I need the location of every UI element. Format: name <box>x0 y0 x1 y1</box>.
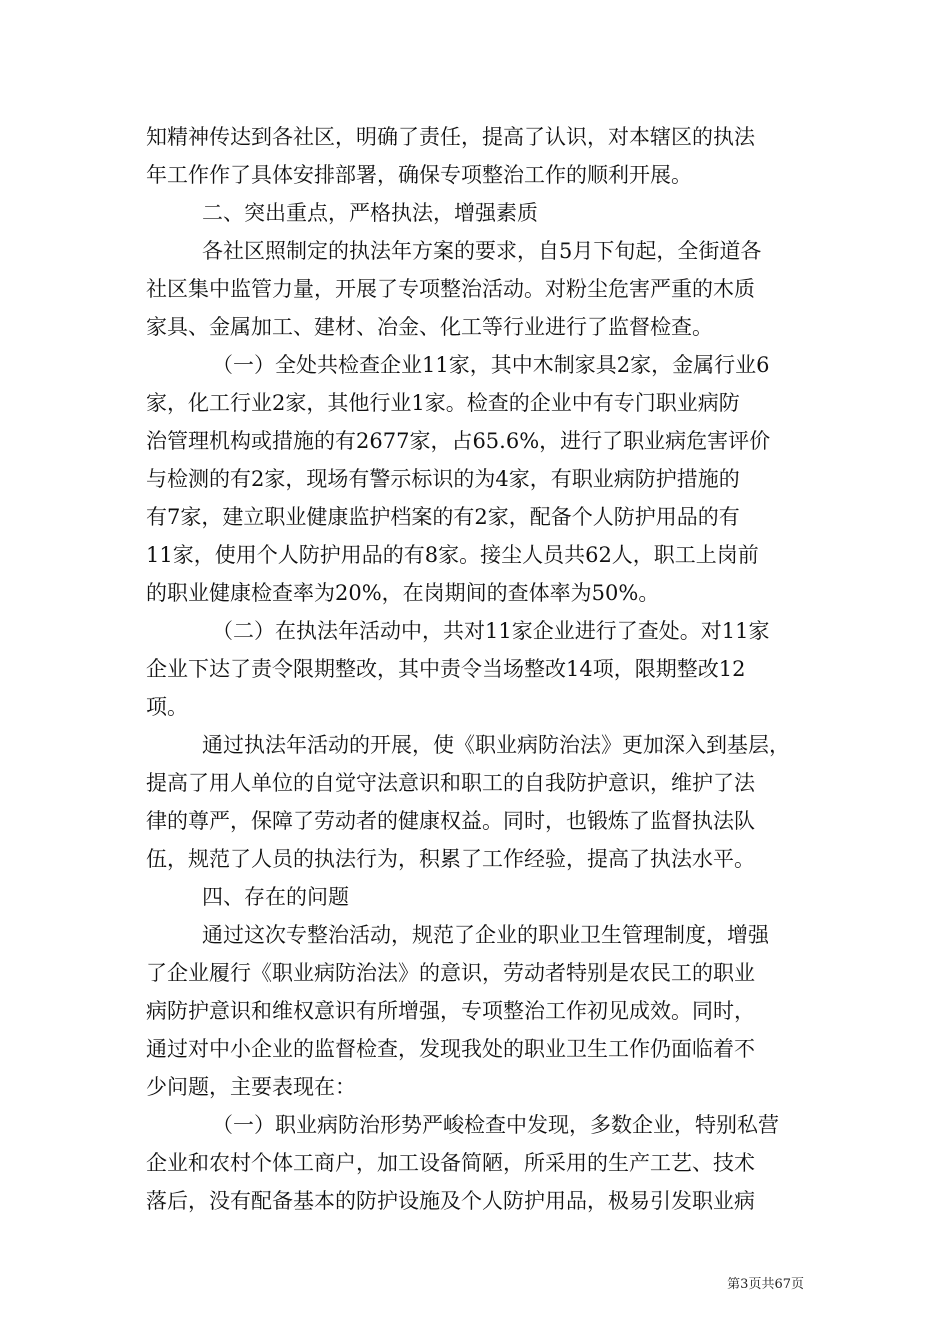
text-line: 提高了用人单位的自觉守法意识和职工的自我防护意识，维护了法 <box>146 771 755 795</box>
text-line: 项。 <box>146 695 188 719</box>
text-line: 社区集中监管力量，开展了专项整治活动。对粉尘危害严重的木质 <box>146 277 755 301</box>
text-line: （一）职业病防治形势严峻检查中发现，多数企业，特别私营 <box>212 1113 779 1137</box>
text-line: 有7家，建立职业健康监护档案的有2家，配备个人防护用品的有 <box>146 505 740 529</box>
text-line: 企业下达了责令限期整改，其中责令当场整改14项，限期整改12 <box>146 657 746 681</box>
text-line: （二）在执法年活动中，共对11家企业进行了查处。对11家 <box>212 619 770 643</box>
text-line: 企业和农村个体工商户，加工设备简陋，所采用的生产工艺、技术 <box>146 1151 755 1175</box>
section-heading: 四、存在的问题 <box>202 885 349 909</box>
text-line: 治管理机构或措施的有2677家，占65.6%，进行了职业病危害评价 <box>146 429 771 453</box>
text-line: 通过对中小企业的监督检查，发现我处的职业卫生工作仍面临着不 <box>146 1037 755 1061</box>
text-line: 的职业健康检查率为20%，在岗期间的查体率为50%。 <box>146 581 660 605</box>
text-line: 伍，规范了人员的执法行为，积累了工作经验，提高了执法水平。 <box>146 847 755 871</box>
text-line: 通过这次专整治活动，规范了企业的职业卫生管理制度，增强 <box>202 923 769 947</box>
text-line: 通过执法年活动的开展，使《职业病防治法》更加深入到基层， <box>202 733 790 757</box>
page-number: 第3页共67页 <box>727 1277 804 1292</box>
text-line: 知精神传达到各社区，明确了责任，提高了认识，对本辖区的执法 <box>146 125 755 149</box>
text-line: 年工作作了具体安排部署，确保专项整治工作的顺利开展。 <box>146 163 692 187</box>
text-line: 了企业履行《职业病防治法》的意识，劳动者特别是农民工的职业 <box>146 961 755 985</box>
text-line: 落后，没有配备基本的防护设施及个人防护用品，极易引发职业病 <box>146 1189 755 1213</box>
text-line: （一）全处共检查企业11家，其中木制家具2家，金属行业6 <box>212 353 770 377</box>
section-heading: 二、突出重点，严格执法，增强素质 <box>202 201 538 225</box>
text-line: 少问题，主要表现在： <box>146 1075 356 1099</box>
document-body <box>146 118 806 1220</box>
text-line: 与检测的有2家，现场有警示标识的为4家，有职业病防护措施的 <box>146 467 740 491</box>
text-line: 家具、金属加工、建材、冶金、化工等行业进行了监督检查。 <box>146 315 713 339</box>
text-line: 律的尊严，保障了劳动者的健康权益。同时，也锻炼了监督执法队 <box>146 809 755 833</box>
text-line: 病防护意识和维权意识有所增强，专项整治工作初见成效。同时， <box>146 999 755 1023</box>
text-line: 家，化工行业2家，其他行业1家。检查的企业中有专门职业病防 <box>146 391 740 415</box>
text-line: 11家，使用个人防护用品的有8家。接尘人员共62人，职工上岗前 <box>146 543 759 567</box>
text-line: 各社区照制定的执法年方案的要求，自5月下旬起，全街道各 <box>202 239 762 263</box>
